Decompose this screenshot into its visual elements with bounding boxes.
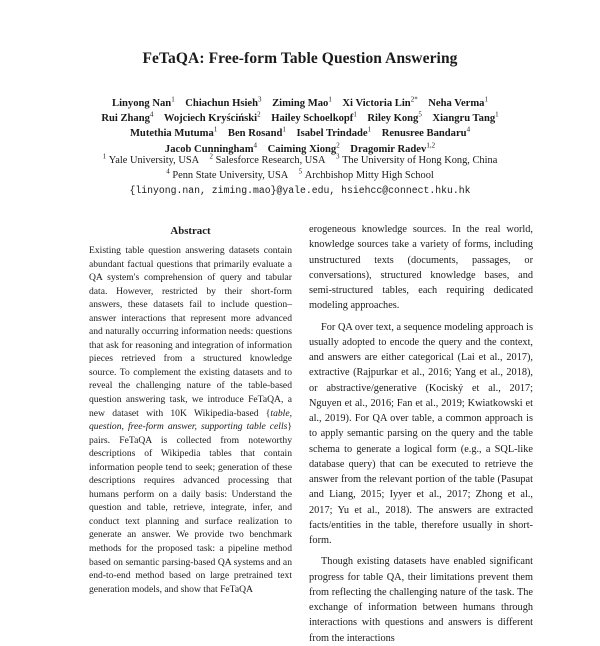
author-sup: 4: [149, 110, 154, 119]
author-line-2: [60, 111, 540, 126]
affiliation-mitty: Archbishop Mitty High School: [304, 170, 434, 181]
left-column: [89, 224, 292, 596]
author-name: Chiachun Hsieh: [185, 98, 258, 109]
author-name: Xi Victoria Lin: [342, 98, 411, 109]
paper-title: FeTaQA: Free-form Table Question Answering: [142, 50, 458, 67]
abstract-text-part-1: Existing table question answering datasets contain abundant factual questions that primarily evaluate a QA system's comprehension of query and tabular data. However, restricted by their short-form answers, these datasets fail to include question–answer interactions that represent more advanced and naturally occurring information needs: questions that ask for reasoning and integration of information pieces retrieved from a structured knowledge source. To complement the existing datasets and to reveal the challenging nature of the table-based question answering task, we introduce FeTaQA, a new dataset with 10K Wikipedia-based {: [89, 245, 292, 419]
author-name: Mutethia Mutuma: [129, 128, 214, 140]
abstract-text: [89, 244, 292, 596]
body-paragraph-3: Though existing datasets have enabled significant progress for table QA, their limitations prevent them from reflecting the challenging nature of the task. The exchange of information between humans through interactions with questions and answers is different from the interactions: [309, 556, 533, 644]
author-name: Dragomir Radev: [350, 143, 427, 155]
body-paragraph-1: erogeneous knowledge sources. In the real world, knowledge sources take a variety of forms, including unstructured texts (documents, passages, or conversations), structured knowledge bases, and semi-structured tables, each requiring dedicated modeling approaches.: [309, 224, 533, 312]
abstract-text-italic: table, question, free-form answer, supporting table cells: [89, 407, 292, 433]
author-sup: 1,2: [426, 141, 436, 150]
affiliation-salesforce: Salesforce Research, USA: [215, 155, 326, 166]
author-name: Neha Verma: [428, 98, 485, 109]
author-sup: 2: [336, 141, 340, 150]
author-list: [60, 96, 540, 157]
affiliation-sup: 3: [335, 152, 340, 161]
affiliation-sup: 2: [209, 152, 214, 161]
author-sup: 1: [213, 125, 218, 134]
author-sup: 1: [171, 95, 175, 104]
author-sup: 2: [257, 110, 261, 119]
author-name: Jacob Cunningham: [164, 143, 254, 155]
author-name: Renusree Bandaru: [381, 128, 467, 140]
author-name: Linyong Nan: [112, 98, 172, 109]
author-name: Riley Kong: [367, 113, 419, 125]
affiliation-psu: Penn State University, USA: [172, 170, 289, 181]
affiliation-sup: 4: [166, 167, 170, 176]
affiliation-hku: The University of Hong Kong, China: [342, 155, 498, 166]
author-name: Rui Zhang: [101, 113, 150, 125]
affiliation-sup: 5: [298, 167, 303, 176]
author-line-3: [60, 126, 540, 141]
author-sup: 1: [353, 110, 357, 119]
affiliation-list: [40, 153, 560, 198]
author-sup: 2*: [410, 95, 418, 104]
author-sup: 1: [484, 95, 488, 104]
author-name: Hailey Schoelkopf: [271, 113, 354, 125]
author-line-1: [60, 96, 540, 111]
author-sup: 5: [418, 110, 422, 119]
affiliation-line-1: [40, 153, 560, 168]
affiliation-sup: 1: [102, 152, 107, 161]
author-sup: 4: [253, 141, 258, 150]
author-sup: 1: [495, 110, 499, 119]
author-name: Xiangru Tang: [432, 113, 496, 125]
author-emails: {linyong.nan, ziming.mao}@yale.edu, hsiehcc@connect.hku.hk: [129, 185, 471, 196]
right-column: [309, 222, 533, 646]
author-name: Ben Rosand: [227, 128, 283, 140]
affiliation-yale: Yale University, USA: [108, 155, 200, 166]
affiliation-line-2: [40, 168, 560, 183]
author-name: Ziming Mao: [272, 98, 329, 109]
abstract-heading: Abstract: [170, 225, 211, 237]
author-sup: 1: [367, 125, 372, 134]
abstract-text-part-2: } pairs. FeTaQA is collected from noteworthy descriptions of Wikipedia tables that contain information people tend to seek; generation of these descriptions requires advanced processing that humans perform on a daily basis: Understand the question and table, retrieve, integrate, infer, and conduct text planning and surface realization to generate an answer. We provide two benchmark methods for the proposed task: a pipeline method based on semantic parsing-based QA systems and an end-to-end method based on large pretrained text generation models, and show that FeTaQA: [89, 421, 292, 595]
author-name: Isabel Trindade: [296, 128, 368, 140]
author-name: Wojciech Kryściński: [163, 113, 258, 125]
body-paragraph-2: For QA over text, a sequence modeling approach is usually adopted to encode the query and the context, and answers are either categorical (Lai et al., 2017), extractive (Rajpurkar et al., 2016; Yang et al., 2018), or abstractive/generative (Kociský et al., 2017; Nguyen et al., 2016; Fan et al., 2019; Kwiatkowski et al., 2019). For QA over table, a common approach is to apply semantic parsing on the query and the table schema to generate a logical form (e.g., a SQL-like database query) that can be executed to retrieve the answer from the relevant portion of the table (Pasupat and Liang, 2015; Iyyer et al., 2017; Zhong et al., 2017; Yu et al., 2018). The answers are extracted facts/entities in the table, therefore usually in short-form.: [309, 321, 533, 546]
author-sup: 3: [258, 95, 262, 104]
author-name: Caiming Xiong: [267, 143, 337, 155]
author-sup: 1: [328, 95, 332, 104]
author-sup: 1: [282, 125, 286, 134]
author-sup: 4: [466, 125, 471, 134]
